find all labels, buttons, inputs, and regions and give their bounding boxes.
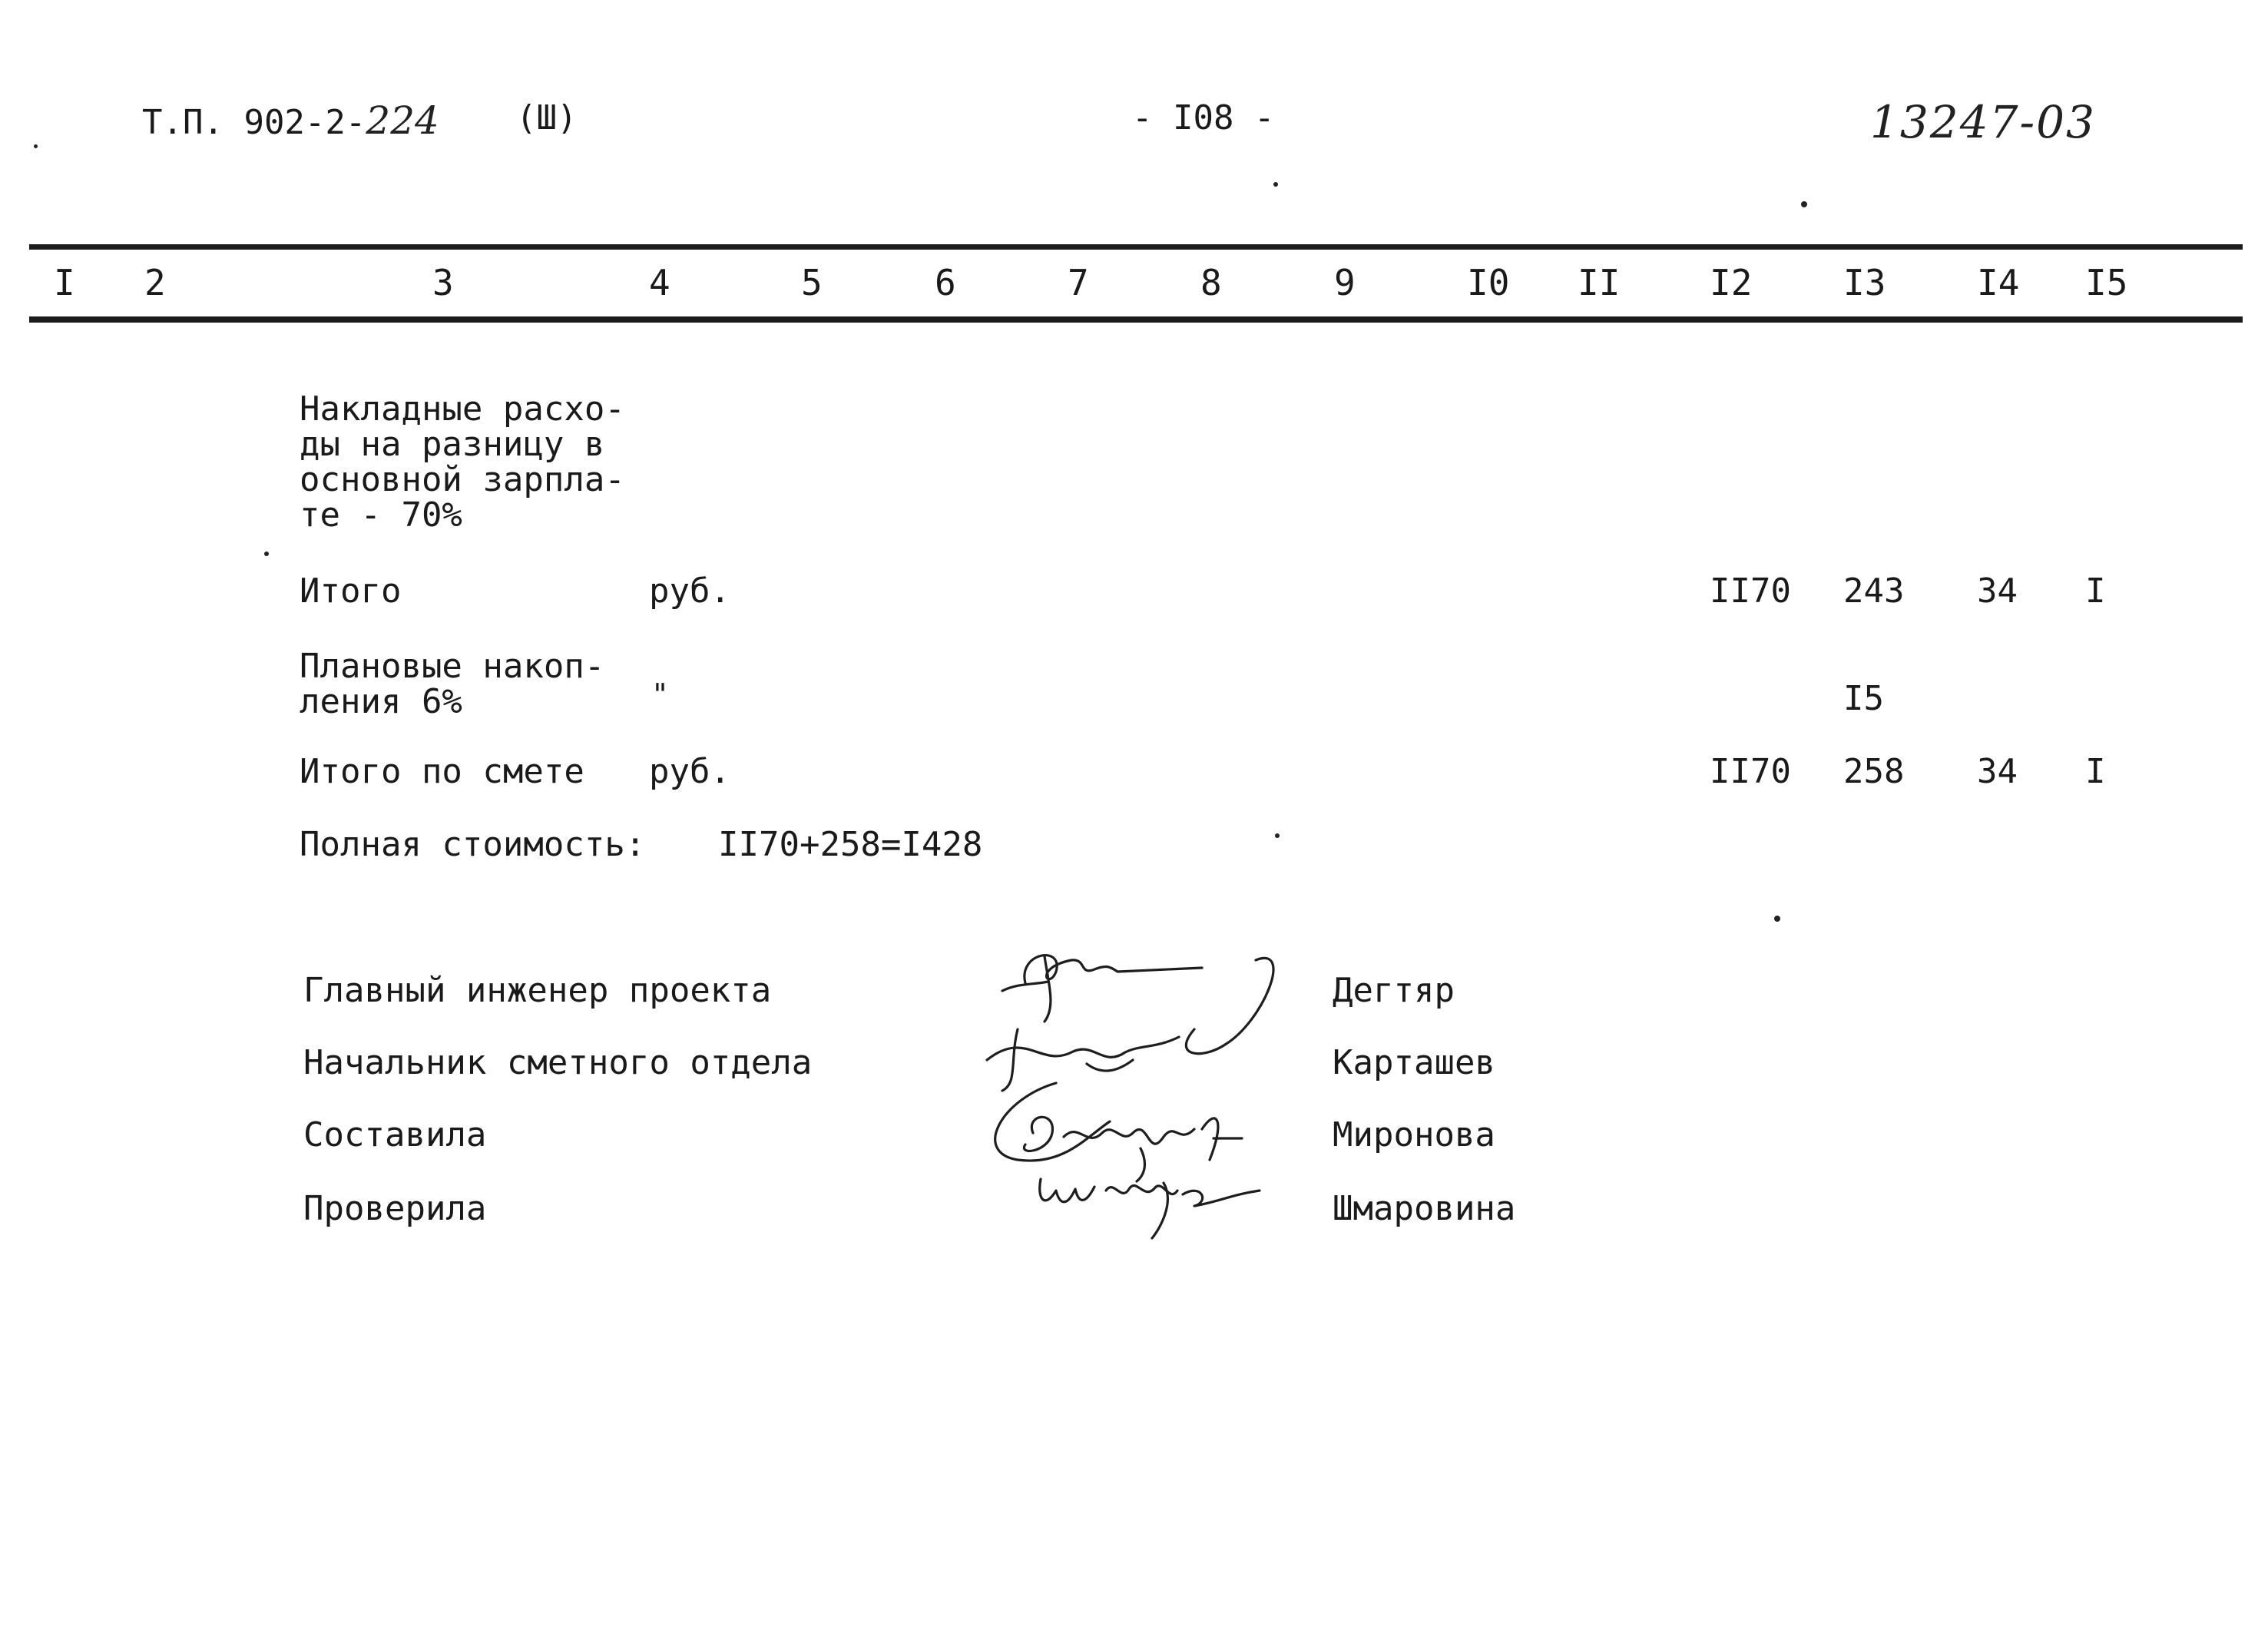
planned-label-line: Плановые накоп- — [300, 647, 605, 686]
column-number: I5 — [2085, 262, 2128, 303]
page-number: - I08 - — [1132, 98, 1275, 137]
column-number: II — [1578, 262, 1621, 303]
overhead-label-line: те - 70% — [300, 495, 462, 535]
signature-role: Начальник сметного отдела — [303, 1043, 813, 1082]
column-number: 6 — [935, 262, 956, 303]
column-number: I — [54, 262, 75, 303]
total-col14: 34 — [1977, 571, 2018, 611]
overhead-label-line: ды на разницу в — [300, 425, 605, 464]
column-number: I4 — [1977, 262, 2020, 303]
signature-name: Дегтяр — [1333, 971, 1455, 1010]
scan-speck — [1801, 201, 1807, 207]
volume-label: (Ш) — [516, 98, 578, 137]
project-code-hand: 224 — [366, 98, 439, 143]
signature-name: Миронова — [1333, 1115, 1495, 1154]
planned-col13: I5 — [1843, 679, 1884, 718]
project-code-prefix: Т.П. 902-2- — [142, 103, 366, 142]
total-col13: 243 — [1843, 571, 1905, 611]
full-cost-label: Полная стоимость: — [300, 825, 646, 864]
archive-number: 13247-03 — [1870, 96, 2096, 148]
planned-label-line: ления 6% — [300, 682, 462, 721]
column-number: 3 — [432, 262, 454, 303]
column-number: 9 — [1334, 262, 1356, 303]
scan-speck — [1275, 833, 1280, 838]
column-number: 7 — [1068, 262, 1089, 303]
planned-label — [300, 649, 604, 720]
signature-role: Составила — [303, 1115, 487, 1154]
column-number: I2 — [1710, 262, 1753, 303]
overhead-label-line: Накладные расхо- — [300, 389, 625, 429]
signature-name: Карташев — [1333, 1043, 1495, 1082]
column-number: 4 — [649, 262, 670, 303]
scan-speck — [264, 552, 269, 556]
signature-role: Главный инженер проекта — [303, 971, 772, 1010]
estimate-total-col13: 258 — [1843, 752, 1905, 791]
scan-speck — [1273, 182, 1278, 187]
handwritten-signatures — [972, 937, 1340, 1244]
total-unit: руб. — [649, 571, 730, 611]
signature-role: Проверила — [303, 1189, 487, 1228]
scan-speck — [1774, 916, 1780, 922]
total-label: Итого — [300, 571, 402, 611]
estimate-total-col14: 34 — [1977, 752, 2018, 791]
estimate-total-col12: II70 — [1710, 752, 1791, 791]
estimate-total-unit: руб. — [649, 752, 730, 791]
overhead-label — [300, 389, 625, 535]
column-number: 2 — [144, 262, 166, 303]
project-code — [142, 98, 439, 143]
total-col15: I — [2085, 571, 2106, 611]
column-number: I0 — [1467, 262, 1510, 303]
table-top-rule — [29, 244, 2243, 250]
full-cost-formula: II70+258=I428 — [718, 825, 983, 864]
scan-speck — [34, 144, 38, 148]
table-header-bottom-rule — [29, 316, 2243, 323]
column-number: I3 — [1843, 262, 1886, 303]
column-number: 5 — [801, 262, 823, 303]
total-col12: II70 — [1710, 571, 1791, 611]
estimate-total-label: Итого по смете — [300, 752, 584, 791]
estimate-total-col15: I — [2085, 752, 2106, 791]
column-number: 8 — [1200, 262, 1222, 303]
planned-unit-ditto: " — [651, 677, 669, 711]
signature-name: Шмаровина — [1333, 1189, 1516, 1228]
overhead-label-line: основной зарпла- — [300, 460, 625, 499]
